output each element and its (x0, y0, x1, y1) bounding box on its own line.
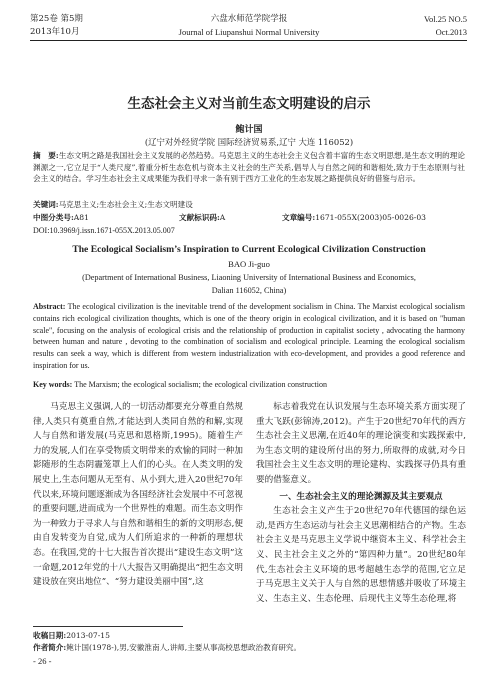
keywords-cn-label: 关键词: (33, 200, 59, 209)
affiliation-en-line2: Dalian 116052, China) (211, 286, 287, 295)
doc-code-field: 文献标识码:A (179, 213, 226, 222)
body-right-paragraph-2: 生态社会主义产生于20世纪70年代德国的绿色运动,是西方生态运动与社会主义思潮相结合的产物。生态社会主义是马克思主义学说中继资本主义、科学社会主义、民主社会主义之外的“第四种力量”。20世纪80年代,生态社会主义环境的思考超越生态学的范围,它立足于马克思主义关于人与自然的思想情感并吸收了环境主义、生态主义、生态伦理、后现代主义等生态伦理,将 (256, 506, 466, 604)
keywords-en (33, 379, 465, 391)
keywords-en-label: Key words: (33, 380, 73, 389)
body-column-left: 马克思主义强调,人的一切活动都要充分尊重自然规律,人类只有奠重自然,才能达到人类同自然的和解,实现人与自然和谐发展(马克思和恩格斯,1995)。随着生产力的发展,人们在享受物质文明带来的欢愉的同时一种加影随形的生态阴霾笼罩上人们的心头。在人类文明的发展史上,生态问题从无至有、从小到大,进入20世纪70年代以来,环境问题逐渐成为各国经济社会发展中不可忽视的重要问题,进而成为一个世界性的难题。而生态文明作为一种致力于寻求人与自然和谐相生的新的文明形态,便由自发转变为自觉,成为人们所追求的一种新的理想状态。在我国,党的十七大报告首次提出“建设生态文明”这一命题,2012年党的十八大报告又明确提出“把生态文明建设放在突出地位”、“努力建设美丽中国”,这 (33, 402, 243, 588)
header-volume-cn: 第25卷 第5期 (30, 14, 83, 24)
abstract-cn (33, 150, 465, 185)
abstract-en-label: Abstract: (33, 302, 66, 311)
clc-field: 中图分类号:A81 (33, 213, 89, 222)
article-no-field: 文章编号:1671-055X(2003)05-0026-03 (282, 213, 427, 222)
keywords-en-text: The Marxism; the ecological socialism; the ecological civilization construction (74, 380, 327, 389)
footnote-received: 收稿日期:2013-07-15 (33, 631, 110, 640)
header-volume-en: Vol.25 NO.5 (423, 14, 467, 24)
header-date-en: Oct.2013 (435, 27, 467, 37)
keywords-cn-text: 马克思主义;生态社会主义;生态文明建设 (58, 200, 193, 209)
abstract-en (33, 301, 465, 372)
author-cn: 鲍计国 (235, 125, 263, 135)
author-en: BAO Ji-guo (228, 259, 270, 269)
abstract-cn-label: 摘 要: (33, 151, 59, 160)
footnote-author-bio: 作者简介:鲍计国(1978-),男,安徽淮南人,讲师,主要从事高校思想政治教育研究。 (33, 643, 302, 652)
keywords-cn (33, 199, 465, 211)
header-rule (30, 40, 467, 41)
section-heading: 一、生态社会主义的理论渊源及其主要观点 (279, 491, 443, 502)
abstract-cn-text: 生态文明之路是我国社会主义发展的必然趋势。马克思主义的生态社会主义包含着丰富的生态文明思想,是生态文明的理论渊源之一,它立足于“人类尺度”,着重分析生态危机与资本主义社会的生产关系,倡导人与自然之间的和谐相处,致力于生态原则与社会主义的结合。学习生态社会主义成果能为我们寻求一条有别于西方工业化的生态发展之路提供良好的借鉴与启示。 (33, 151, 465, 184)
header-journal-cn: 六盘水师范学院学报 (210, 14, 288, 24)
body-right-paragraph-1: 标志着我党在认识发展与生态环境关系方面实现了重大飞跃(彭锦涛,2012)。产生于20世纪70年代的西方生态社会主义思潮,在近40年的理论演变和实践探索中,为生态文明的建设所付出的努力,所取得的成就,对今日我国社会主义生态文明的理论建构、实践探寻仍具有重要的借鉴意义。 (256, 402, 466, 485)
header-date-cn: 2013年10月 (30, 27, 80, 37)
header-journal-en: Journal of Liupanshui Normal University (178, 27, 320, 37)
article-title-en: The Ecological Socialism’s Inspiration to Current Ecological Civilization Construction (72, 244, 426, 255)
affiliation-cn: (辽宁对外经贸学院 国际经济贸易系,辽宁 大连 116052) (144, 137, 354, 147)
doi: DOI:10.3969/j.issn.1671-055X.2013.05.007 (33, 226, 175, 235)
affiliation-en-line1: (Department of International Business, Liaoning University of International Business and Economics, (82, 273, 416, 282)
body-column-right (256, 400, 466, 606)
article-title-cn: 生态社会主义对当前生态文明建设的启示 (127, 96, 371, 112)
footnote-rule (33, 626, 183, 627)
page-number: - 26 - (33, 656, 52, 666)
abstract-en-text: The ecological civilization is the inevitable trend of the development socialism in China. The Marxist ecological socialism contains rich ecological civilization thoughts, which is one of the theory origin in ecological civilization, and it is based on "human scale", focusing on the analysis of ecological crisis and the relationship of production in capitalist society , advocating the harmony between human and nature , devoting to the combination of socialism and ecological principle. Learning the ecological socialism results can seek a way, which is different from western industrialization with eco-development, and provides a good reference and inspiration for us. (33, 302, 466, 370)
